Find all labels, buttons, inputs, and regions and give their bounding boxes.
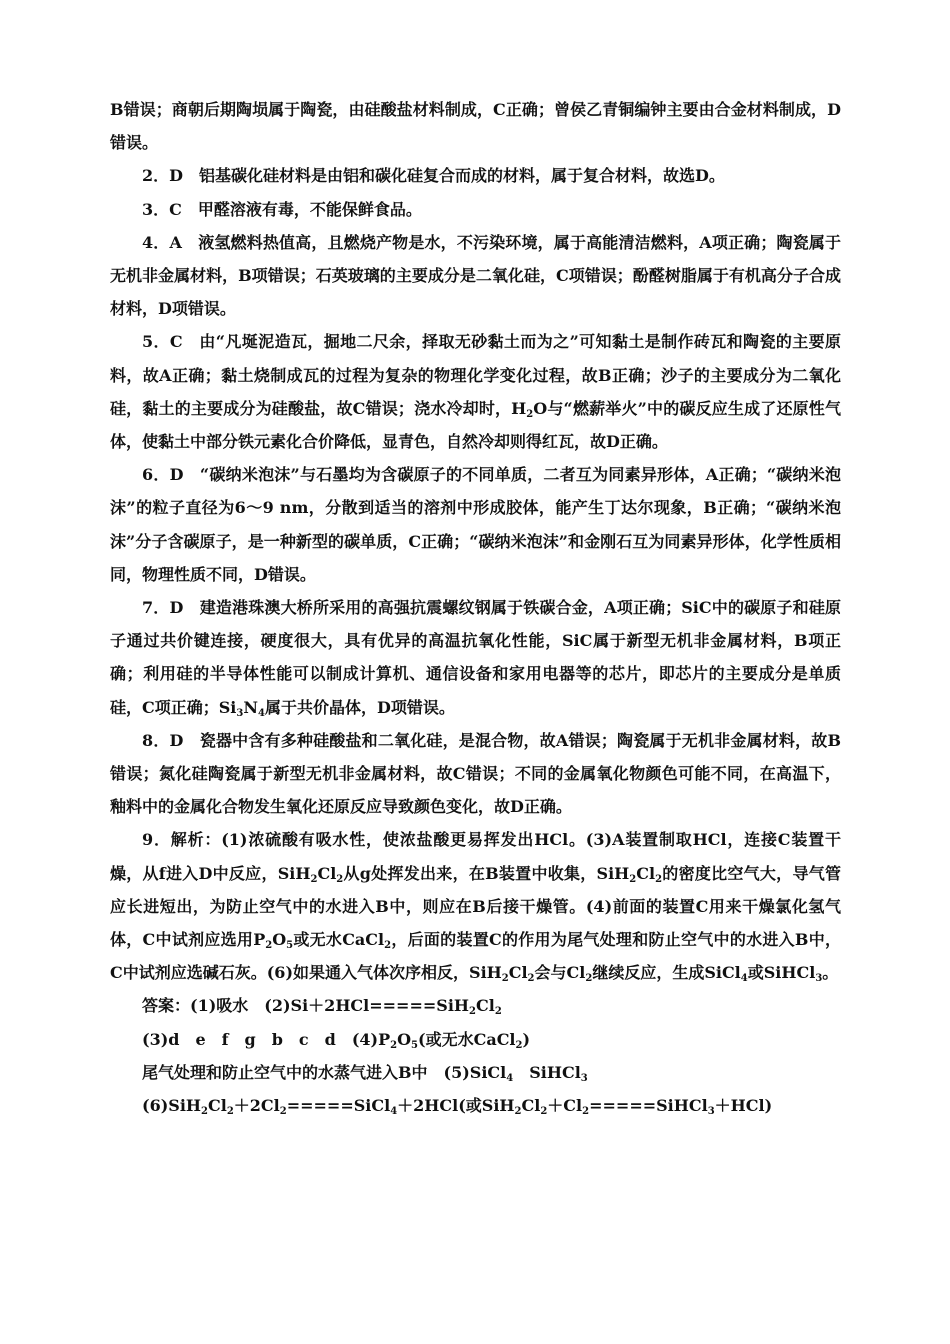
answer-line-2: (3)d e f g b c d $(4)P_2O_5$(或无水CaCl$_2$) bbox=[142, 1029, 531, 1051]
answer-6: 6．D “碳纳米泡沫”与石墨均为含碳原子的不同单质，二者互为同素异形体，A正确；“碳纳米泡沫”的粒子直径为6～9 nm，分散到适当的溶剂中形成胶体，能产生丁达尔现象，B正确；“碳纳米泡沫”分子含碳原子，是一种新型的碳单质，C正确；“碳纳米泡沫”和金刚石互为同素异形体，化学性质相同，物理性质不同，D错误。 bbox=[110, 465, 841, 584]
answer-2: 2．D 铝基碳化硅材料是由铝和碳化硅复合而成的材料，属于复合材料，故选D。 bbox=[142, 166, 725, 186]
answer-3: 3．C 甲醛溶液有毒，不能保鲜食品。 bbox=[142, 199, 422, 219]
answer-line-4: $(6)SiH_2Cl_2+2Cl_2=====SiCl_4+2HCl$(或$SiH_2Cl_2+Cl_2=====SiHCl_3+HCl$) bbox=[142, 1096, 773, 1118]
answer-line-1: 答案：(1)吸水 $(2)Si+2HCl=====SiH_2Cl_2$ bbox=[142, 996, 502, 1018]
answer-5: 5．C 由“凡埏泥造瓦，掘地二尺余，择取无砂黏土而为之”可知黏土是制作砖瓦和陶瓷的主要原料，故A正确；黏土烧制成瓦的过程为复杂的物理化学变化过程，故B正确；沙子的主要成分为二氧化硅，黏土的主要成分为硅酸盐，故C错误；浇水冷却时，$H_2O$与“燃薪举火”中的碳反应生成了还原性气体，使黏土中部分铁元素化合价降低，显青色，自然冷却则得红瓦，故D正确。 bbox=[110, 332, 841, 452]
answer-9-analysis: 9．解析：(1)浓硫酸有吸水性，使浓盐酸更易挥发出HCl。(3)A装置制取HCl，连接C装置干燥，从f进入D中反应，$SiH_2Cl_2$从g处挥发出来，在B装置中收集，$SiH_2Cl_2$的密度比空气大，导气管应长进短出，为防止空气中的水进入B中，则应在B后接干燥管。(4)前面的装置C用来干燥氯化氢气体，C中试剂应选用$P_2O_5$或无水CaCl$_2$，后面的装置C的作用为尾气处理和防止空气中的水进入B中，C中试剂应选碱石灰。(6)如果通入气体次序相反，$SiH_2Cl_2$会与$Cl_2$继续反应，生成SiCl$_4$或SiHCl$_3$。 bbox=[110, 830, 841, 985]
answer-line-3: 尾气处理和防止空气中的水蒸气进入B中 (5)SiCl$_4$ SiHCl$_3$ bbox=[142, 1062, 588, 1084]
paragraph-continuation: B错误；商朝后期陶埙属于陶瓷，由硅酸盐材料制成，C正确；曾侯乙青铜编钟主要由合金材料制成，D错误。 bbox=[110, 100, 841, 153]
solution-page bbox=[110, 93, 841, 1122]
answer-7: 7．D 建造港珠澳大桥所采用的高强抗震螺纹钢属于铁碳合金，A项正确；SiC中的碳原子和硅原子通过共价键连接，硬度很大，具有优异的高温抗氧化性能，SiC属于新型无机非金属材料，B项正确；利用硅的半导体性能可以制成计算机、通信设备和家用电器等的芯片，即芯片的主要成分是单质硅，C项正确；$Si_3N_4$属于共价晶体，D项错误。 bbox=[110, 598, 841, 719]
answer-8: 8．D 瓷器中含有多种硅酸盐和二氧化硅，是混合物，故A错误；陶瓷属于无机非金属材料，故B错误；氮化硅陶瓷属于新型无机非金属材料，故C错误；不同的金属氧化物颜色可能不同，在高温下，釉料中的金属化合物发生氧化还原反应导致颜色变化，故D正确。 bbox=[110, 730, 841, 817]
answer-4: 4．A 液氢燃料热值高，且燃烧产物是水，不污染环境，属于高能清洁燃料，A项正确；陶瓷属于无机非金属材料，B项错误；石英玻璃的主要成分是二氧化硅，C项错误；酚醛树脂属于有机高分子合成材料，D项错误。 bbox=[110, 232, 841, 319]
